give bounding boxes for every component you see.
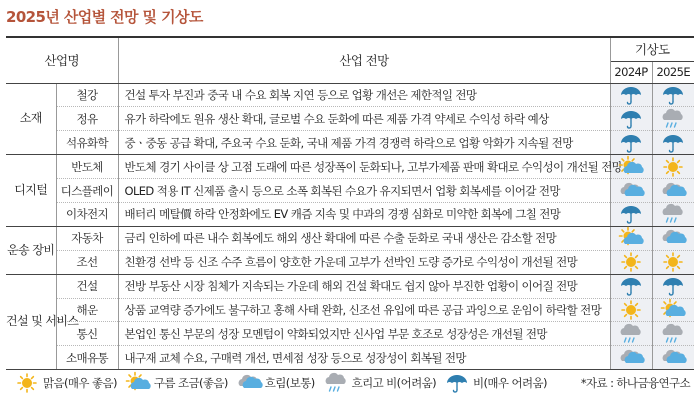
table-row xyxy=(6,83,694,107)
table-row xyxy=(6,322,694,346)
weather-2024p xyxy=(610,322,652,346)
rain-cloud-icon xyxy=(660,109,686,129)
sun-icon xyxy=(660,157,686,177)
industry-outlook: 배터리 메탈價 하락 안정화에도 EV 캐즘 지속 및 中과의 경쟁 심화로 미약한 회복에 그칠 전망 xyxy=(118,202,610,226)
table-row xyxy=(6,274,694,298)
umbrella-icon xyxy=(618,85,644,105)
weather-2024p xyxy=(610,107,652,131)
weather-2024p xyxy=(610,83,652,107)
weather-2024p xyxy=(610,346,652,370)
cloudy-icon xyxy=(660,181,686,201)
industry-name: 석유화학 xyxy=(56,131,118,155)
sun-cloud-icon xyxy=(660,300,686,320)
industry-name: 해운 xyxy=(56,298,118,322)
legend-label: 비(매우 어려움) xyxy=(473,376,547,390)
industry-outlook: OLED 적용 IT 신제품 출시 등으로 소폭 회복된 수요가 유지되면서 업황 회복세를 이어갈 전망 xyxy=(118,179,610,203)
division-label: 디지털 xyxy=(6,155,56,227)
division-label: 건설 및 서비스 xyxy=(6,274,56,370)
industry-outlook: 유가 하락에도 원유 생산 확대, 글로벌 수요 둔화에 따른 제품 가격 약세로 수익성 하락 예상 xyxy=(118,107,610,131)
rain-cloud-icon xyxy=(660,204,686,224)
rain-cloud-icon xyxy=(660,324,686,344)
weather-2024p xyxy=(610,298,652,322)
table-row xyxy=(6,346,694,370)
industry-outlook-table xyxy=(6,36,694,370)
sun-icon xyxy=(660,252,686,272)
industry-outlook: 상품 교역량 증가에도 불구하고 홍해 사태 완화, 신조선 유입에 따른 공급 과잉으로 운임이 하락할 전망 xyxy=(118,298,610,322)
industry-outlook: 중ㆍ중동 공급 확대, 주요국 수요 둔화, 국내 제품 가격 경쟁력 하락으로 업황 악화가 지속될 전망 xyxy=(118,131,610,155)
header-outlook: 산업 전망 xyxy=(118,37,610,83)
umbrella-icon xyxy=(618,276,644,296)
legend-label: 맑음(매우 좋음) xyxy=(43,376,117,390)
table-row xyxy=(6,131,694,155)
weather-2025e xyxy=(652,202,694,226)
sun-icon xyxy=(14,373,40,393)
industry-name: 조선 xyxy=(56,250,118,274)
industry-outlook: 금리 인하에 따른 내수 회복에도 해외 생산 확대에 따른 수출 둔화로 국내 생산은 감소할 전망 xyxy=(118,226,610,250)
table-row xyxy=(6,226,694,250)
weather-2024p xyxy=(610,274,652,298)
page-title: 2025년 산업별 전망 및 기상도 xyxy=(6,8,203,26)
industry-name: 자동차 xyxy=(56,226,118,250)
umbrella-icon xyxy=(618,133,644,153)
sun-cloud-icon xyxy=(618,157,644,177)
legend-item xyxy=(125,373,228,393)
industry-outlook: 반도체 경기 사이클 상 고점 도래에 따른 성장폭이 둔화되나, 고부가제품 판매 확대로 수익성이 개선될 전망 xyxy=(118,155,610,179)
industry-name: 철강 xyxy=(56,83,118,107)
industry-name: 정유 xyxy=(56,107,118,131)
legend-label: 흐리고 비(어려움) xyxy=(351,376,436,390)
umbrella-icon xyxy=(660,276,686,296)
industry-outlook: 건설 투자 부진과 중국 내 수요 회복 지연 등으로 업황 개선은 제한적일 전망 xyxy=(118,83,610,107)
legend-item xyxy=(14,373,117,393)
weather-2024p xyxy=(610,250,652,274)
table-row xyxy=(6,298,694,322)
rain-cloud-icon xyxy=(323,373,349,393)
industry-name: 반도체 xyxy=(56,155,118,179)
weather-2025e xyxy=(652,322,694,346)
weather-2025e xyxy=(652,179,694,203)
sun-cloud-icon xyxy=(125,373,151,393)
industry-name: 통신 xyxy=(56,322,118,346)
weather-2025e xyxy=(652,298,694,322)
header-weather: 기상도 xyxy=(610,37,694,61)
industry-name: 소매유통 xyxy=(56,346,118,370)
table-row xyxy=(6,202,694,226)
table-row xyxy=(6,155,694,179)
weather-2024p xyxy=(610,179,652,203)
umbrella-icon xyxy=(660,133,686,153)
table-row xyxy=(6,250,694,274)
weather-2024p xyxy=(610,202,652,226)
division-label: 운송 장비 xyxy=(6,226,56,274)
weather-legend xyxy=(14,372,555,394)
division-label: 소재 xyxy=(6,83,56,155)
rain-cloud-icon xyxy=(618,324,644,344)
cloudy-icon xyxy=(236,373,262,393)
industry-name: 건설 xyxy=(56,274,118,298)
legend-item xyxy=(323,373,436,393)
cloudy-icon xyxy=(660,348,686,368)
umbrella-icon xyxy=(444,373,470,393)
umbrella-icon xyxy=(618,204,644,224)
table-row xyxy=(6,179,694,203)
weather-2024p xyxy=(610,131,652,155)
weather-2025e xyxy=(652,83,694,107)
weather-2025e xyxy=(652,250,694,274)
weather-2025e xyxy=(652,346,694,370)
sun-icon xyxy=(618,300,644,320)
cloudy-icon xyxy=(660,228,686,248)
sun-cloud-icon xyxy=(618,228,644,248)
legend-item xyxy=(444,373,547,393)
cloudy-icon xyxy=(618,181,644,201)
industry-name: 디스플레이 xyxy=(56,179,118,203)
industry-name: 이차전지 xyxy=(56,202,118,226)
cloudy-icon xyxy=(618,348,644,368)
table-row xyxy=(6,107,694,131)
sun-icon xyxy=(618,252,644,272)
weather-2025e xyxy=(652,274,694,298)
weather-2024p xyxy=(610,226,652,250)
industry-outlook: 전방 부동산 시장 침체가 지속되는 가운데 해외 건설 확대도 쉽지 않아 부진한 업황이 이어질 전망 xyxy=(118,274,610,298)
legend-label: 흐림(보통) xyxy=(264,376,315,390)
legend-item xyxy=(236,373,315,393)
weather-2025e xyxy=(652,107,694,131)
industry-outlook: 친환경 선박 등 신조 수주 흐름이 양호한 가운데 고부가 선박인 도량 증가로 수익성이 개선될 전망 xyxy=(118,250,610,274)
header-2024p: 2024P xyxy=(610,61,652,83)
weather-2025e xyxy=(652,226,694,250)
industry-outlook: 본업인 통신 부문의 성장 모멘텀이 약화되었지만 신사업 부문 호조로 성장성은 개선될 전망 xyxy=(118,322,610,346)
weather-2025e xyxy=(652,131,694,155)
umbrella-icon xyxy=(660,85,686,105)
umbrella-icon xyxy=(618,109,644,129)
header-industry: 산업명 xyxy=(6,37,118,83)
industry-outlook: 내구재 교체 수요, 구매력 개선, 면세점 성장 등으로 성장성이 회복될 전망 xyxy=(118,346,610,370)
legend-label: 구름 조금(좋음) xyxy=(153,376,228,390)
header-2025e: 2025E xyxy=(652,61,694,83)
weather-2025e xyxy=(652,155,694,179)
source-note: *자료 : 하나금융연구소 xyxy=(580,376,690,390)
table-body xyxy=(6,83,694,370)
